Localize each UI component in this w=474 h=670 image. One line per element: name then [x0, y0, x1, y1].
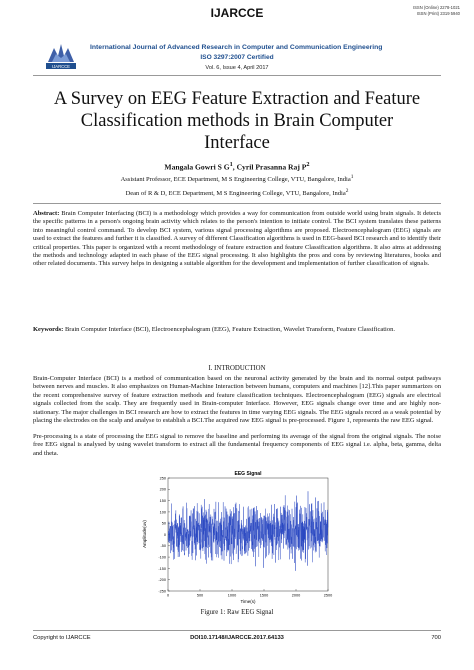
y-tick-label: 200	[159, 487, 166, 492]
y-tick-label: -100	[158, 555, 166, 560]
paper-title	[33, 88, 441, 154]
authors-divider	[33, 203, 441, 204]
x-tick-label: 2000	[291, 593, 301, 598]
x-tick-label: 1500	[259, 593, 269, 598]
y-axis-label: Amplitude(uv)	[142, 520, 147, 548]
affiliation-2-sup: 2	[345, 188, 349, 194]
y-tick-label: 100	[159, 510, 166, 515]
intro-paragraph-1: Brain-Computer Interface (BCI) is a method of communication based on the neuronal activity generated by the brain and its normal output pathways between nerves and muscles. It also emphasizes on Human-Machine Interaction between humans, computers and machines [12].This paper summarizes on the recent comprehensive survey of feature extraction methods and feature classification techniques. Electroencephalogram (EEG) signals are electrical signals collected from the scalp. They are frequently used in Brain-computer Interface. However, EEG signals change over time and are highly non-stationary. The major challenges in BCI research are how to extract the features in time varying EEG signals. The EEG signals record as a weak potential by placing the electrodes on the scalp and analyse to establish a BCI.The acquired raw EEG signal is pre-processed. Figure 1, represents the raw EEG signal.	[33, 375, 441, 425]
affiliation-1-text: Assistant Professor, ECE Department, M S Engineering College, VTU, Bangalore, India	[120, 176, 351, 184]
footer-doi: DOI10.17148/IJARCCE.2017.64133	[190, 635, 284, 641]
journal-abbrev: IJARCCE	[210, 6, 264, 20]
author-1: Mangala Gowri S G	[164, 162, 230, 172]
figure-caption: Figure 1: Raw EEG Signal	[200, 609, 274, 616]
issn-print: ISSN (Print) 2319 5940	[416, 10, 460, 16]
title-line-3: Interface	[204, 133, 270, 153]
y-tick-label: 250	[159, 476, 166, 481]
y-tick-label: -250	[158, 589, 166, 594]
section-heading: I. INTRODUCTION	[208, 365, 266, 372]
x-tick-label: 2500	[323, 593, 333, 598]
affiliation-1	[33, 174, 441, 183]
authors-line	[0, 161, 474, 172]
journal-full-title: International Journal of Advanced Research in Computer and Communication Engineering	[90, 44, 383, 51]
footer-page-number: 700	[431, 635, 441, 641]
volume-issue: Vol. 6, Issue 4, April 2017	[205, 65, 269, 71]
x-tick-label: 500	[196, 593, 204, 598]
x-axis-label: Time(s)	[240, 599, 256, 604]
y-tick-label: 0	[163, 532, 166, 537]
logo-text: IJARCCE	[52, 64, 70, 69]
footer-copyright: Copyright to IJARCCE	[33, 635, 91, 641]
y-tick-label: -200	[158, 578, 166, 583]
eeg-signal-chart	[138, 466, 338, 608]
affiliation-2	[33, 188, 441, 197]
x-tick-label: 0	[166, 593, 170, 598]
author-2: , Cyril Prasanna Raj P	[232, 162, 307, 172]
keywords-text: Brain Computer Interface (BCI), Electroencephalogram (EEG), Feature Extraction, Wavelet Transform, Feature Classification.	[63, 326, 395, 333]
intro-paragraph-2: Pre-processing is a state of processing the EEG signal to remove the baseline and performing its average of the signal from the original signals. The noise free EEG signal is analysed by using wavelet transform to extract all the fundamental frequency components of EEG signal i.e. alpha, beta, gamma, delta and theta.	[33, 433, 441, 457]
y-tick-label: -50	[160, 544, 166, 549]
iso-certification: ISO 3297:2007 Certified	[200, 54, 274, 61]
header-divider	[33, 75, 441, 76]
author-2-sup: 2	[306, 161, 310, 168]
title-line-2: Classification methods in Brain Computer	[80, 111, 394, 131]
y-tick-label: 150	[159, 499, 166, 503]
abstract-label: Abstract:	[33, 210, 60, 217]
affiliation-2-text: Dean of R & D, ECE Department, M S Engineering College, VTU, Bangalore, India	[125, 190, 346, 198]
abstract	[33, 210, 441, 269]
title-line-1: A Survey on EEG Feature Extraction and Feature	[53, 89, 421, 109]
issn-online: ISSN (Online) 2278-1021	[412, 5, 460, 10]
affiliation-1-sup: 1	[350, 174, 354, 180]
x-tick-label: 1000	[227, 593, 237, 598]
keywords-label: Keywords:	[33, 326, 64, 333]
y-tick-label: 50	[161, 521, 166, 526]
keywords	[33, 326, 441, 334]
issn-block	[413, 5, 460, 16]
y-tick-label: -150	[158, 566, 166, 571]
abstract-text: Brain Computer Interfacing (BCI) is a methodology which provides a way for communication from outside world using brain signals. It detects the specific patterns in a person's ongoing brain activity which relates to the person's intention to initiate control. The BCI system translates these patterns into meaningful control command. To develop BCI system, various signal processing algorithms are proposed. Electroencephalogram (EEG) signals are used to extract the features and further it is classified. A survey of different Classification algorithms is used in EEG-based BCI research and to identify their critical properties. This paper is organized with a recent methodology of feature extraction and feature Classification algorithms. It also aims at addressing the methods and technology adapted in each phase of the EEG signal processing. It also highlights the pros and cons by reviewing literatures, books and other related documents. This survey helps in designing a suitable algorithm for the development and implementation of further classification of signals.	[33, 210, 441, 268]
chart-title: EEG Signal	[234, 471, 262, 477]
footer-divider	[33, 630, 441, 631]
author-1-sup: 1	[229, 161, 233, 168]
